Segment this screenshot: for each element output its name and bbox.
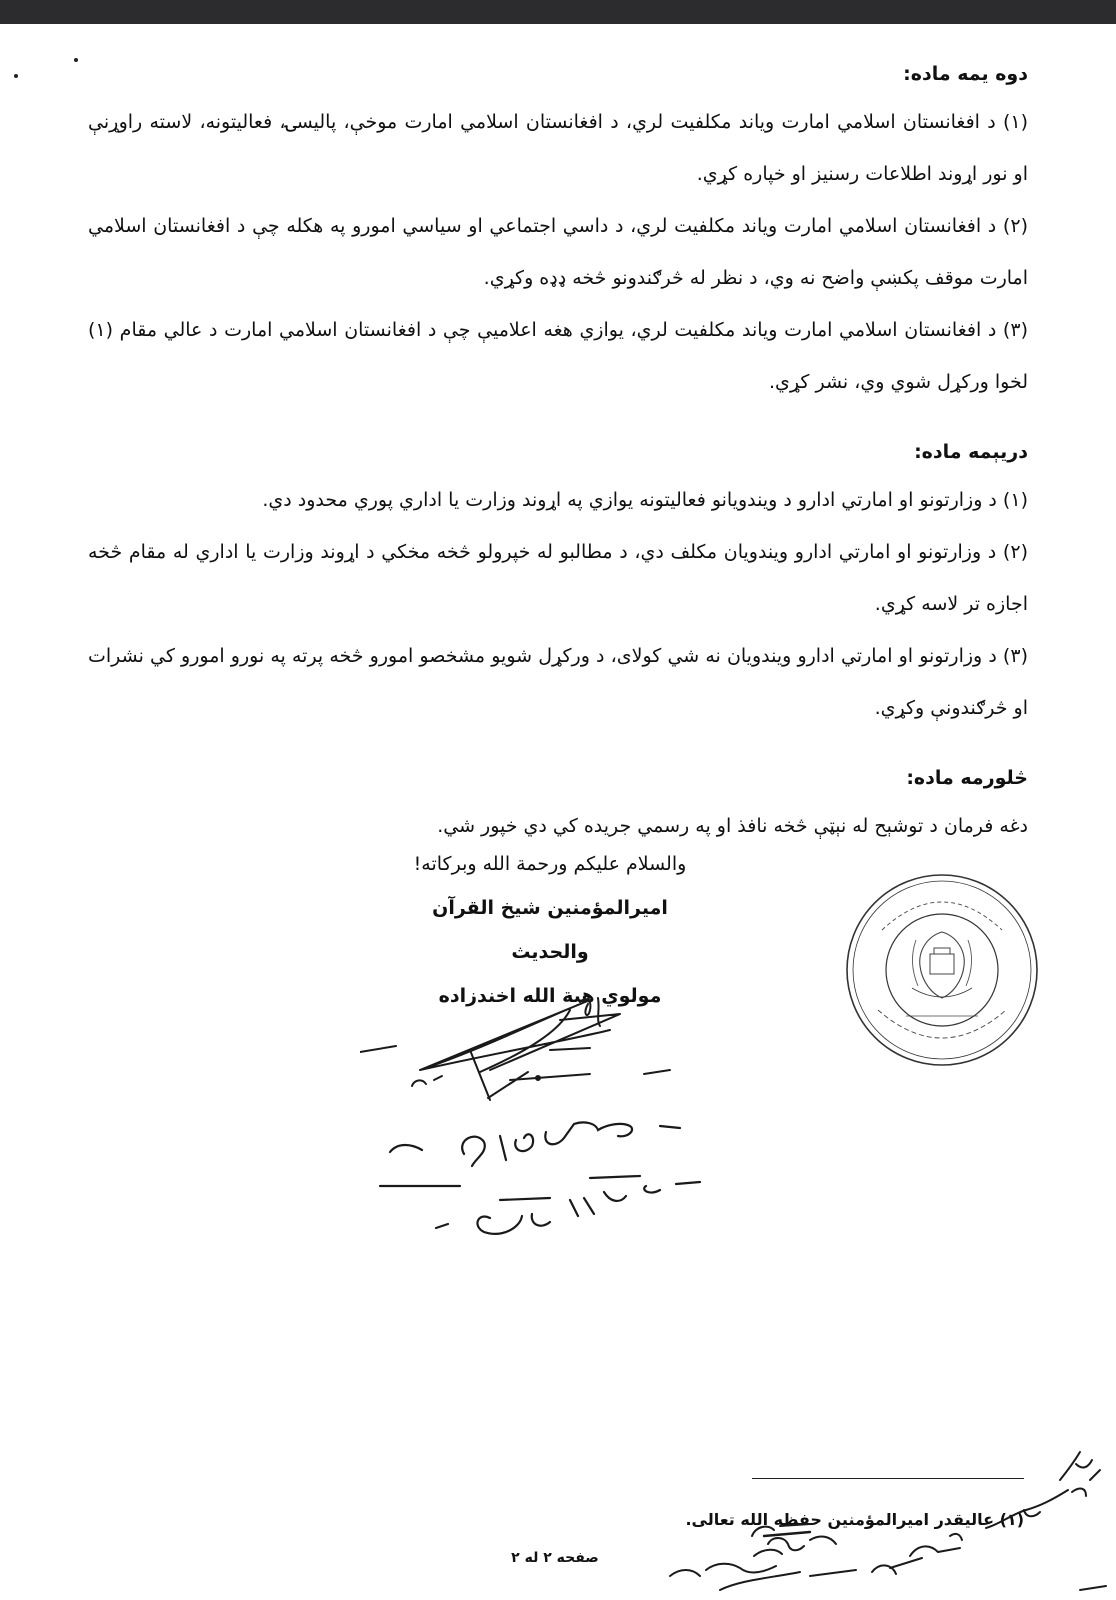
top-bar bbox=[0, 0, 1116, 24]
article-4 bbox=[88, 756, 1028, 852]
footnote: (۱) عالیقدر امیرالمؤمنین حفظه الله تعالی. bbox=[685, 1510, 1024, 1529]
closing-title: امیرالمؤمنین شیخ القرآن والحدیث bbox=[432, 897, 668, 963]
article-2-heading: دوه یمه ماده: bbox=[903, 63, 1028, 85]
scan-speck bbox=[14, 74, 18, 78]
article-2 bbox=[88, 52, 1028, 408]
closing-name: مولوي هبة الله اخندزاده bbox=[438, 985, 662, 1007]
closing-greeting: والسلام علیکم ورحمة الله وبرکاته! bbox=[413, 853, 687, 875]
scan-speck bbox=[74, 58, 78, 62]
registration-handwriting bbox=[660, 1440, 1116, 1600]
official-seal bbox=[842, 870, 1042, 1070]
article-2-clause-1: (۱) د افغانستان اسلامي امارت ویاند مکلفیت لري، د افغانستان اسلامي امارت موخې، پالیسۍ، فعالیتونه، لاسته راوړنې او نور اړوند اطلاعات رسنیز او خپاره کړي. bbox=[88, 111, 1028, 185]
article-2-clause-2: (۲) د افغانستان اسلامي امارت ویاند مکلفیت لري، د داسي اجتماعي او سیاسي امورو په هکله چې د افغانستان اسلامي امارت موقف پکښې واضح نه وي، د نظر له څرګندونو څخه ډډه وکړي. bbox=[88, 215, 1028, 289]
article-3-clause-3: (۳) د وزارتونو او امارتي ادارو ویندویان نه شي کولای، د ورکړل شویو مشخصو امورو څخه پرته په نورو امورو کي نشرات او څرګندونې وکړي. bbox=[88, 645, 1028, 719]
article-3-clause-1: (۱) د وزارتونو او امارتي ادارو د ویندویانو فعالیتونه یوازي په اړوند وزارت یا اداري پوري محدود دي. bbox=[262, 489, 1028, 511]
article-3-clause-2: (۲) د وزارتونو او امارتي ادارو ویندویان مکلف دي، د مطالبو له خپرولو څخه مخکي د اړوند وزارت یا اداري له مقام څخه اجازه تر لاسه کړي. bbox=[88, 541, 1028, 615]
handwritten-signature bbox=[360, 990, 740, 1270]
page-number: صفحه ۲ له ۲ bbox=[511, 1550, 599, 1566]
article-2-clause-3: (۳) د افغانستان اسلامي امارت ویاند مکلفیت لري، یوازي هغه اعلامیې چې د افغانستان اسلامي امارت د عالي مقام (۱) لخوا ورکړل شوي وي، نشر کړي. bbox=[88, 319, 1028, 393]
article-3 bbox=[88, 430, 1028, 734]
article-3-heading: دریېمه ماده: bbox=[914, 441, 1028, 463]
article-4-heading: څلورمه ماده: bbox=[906, 767, 1028, 789]
decree-body bbox=[88, 52, 1028, 852]
article-4-clause: دغه فرمان د توشېح له نېټې څخه نافذ او په رسمي جریده کي دي خپور شي. bbox=[437, 815, 1028, 837]
